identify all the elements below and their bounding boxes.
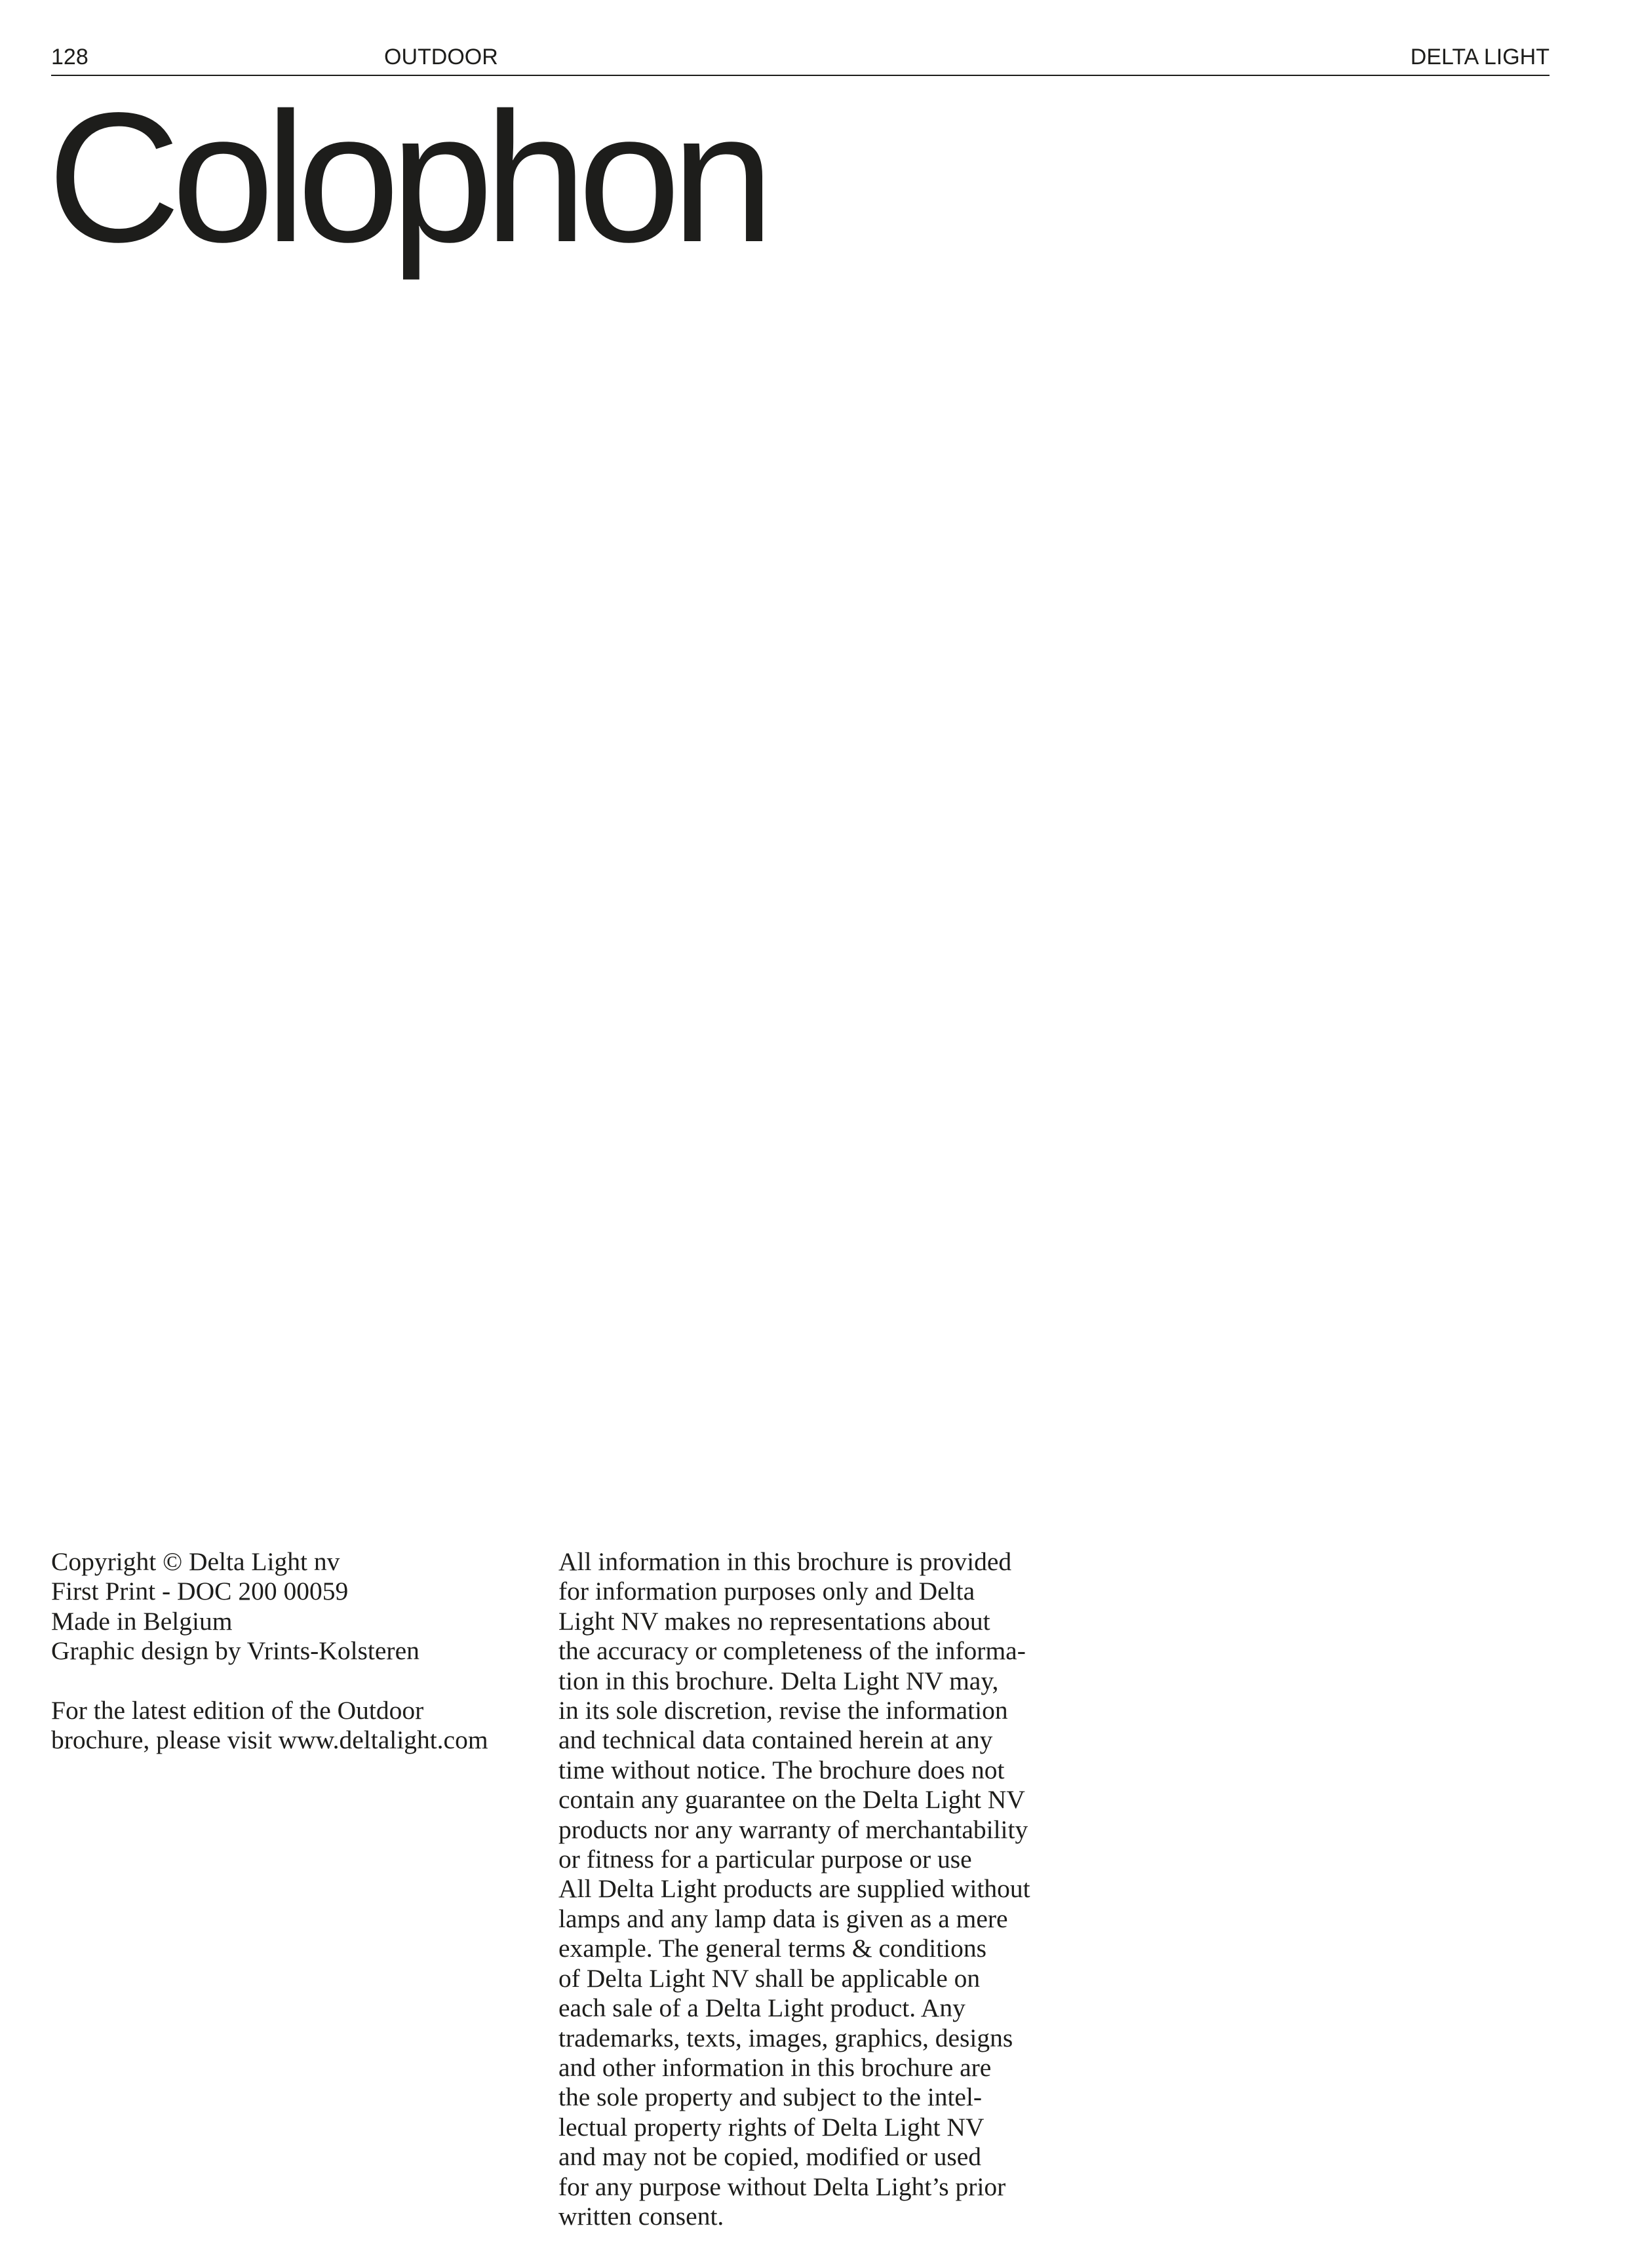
disclaimer-line: products nor any warranty of merchantability xyxy=(558,1815,1028,1844)
disclaimer-line: for any purpose without Delta Light’s prior xyxy=(558,2172,1006,2201)
disclaimer-line: lamps and any lamp data is given as a mere xyxy=(558,1904,1008,1933)
latest-edition-line: For the latest edition of the Outdoor xyxy=(51,1696,424,1725)
disclaimer-line: time without notice. The brochure does not xyxy=(558,1755,1005,1784)
paragraph-gap xyxy=(51,1666,549,1696)
disclaimer-line: All information in this brochure is provided xyxy=(558,1547,1012,1576)
disclaimer-line: All Delta Light products are supplied without xyxy=(558,1874,1030,1904)
disclaimer-block xyxy=(558,1547,1070,2231)
disclaimer-line: in its sole discretion, revise the information xyxy=(558,1696,1008,1725)
disclaimer-line: and other information in this brochure are xyxy=(558,2052,992,2082)
brand-name: DELTA LIGHT xyxy=(1410,45,1550,69)
section-name: OUTDOOR xyxy=(384,45,498,69)
disclaimer-line: or fitness for a particular purpose or use xyxy=(558,1845,972,1874)
disclaimer-line: contain any guarantee on the Delta Light NV xyxy=(558,1785,1025,1815)
disclaimer-line: Light NV makes no representations about xyxy=(558,1606,990,1636)
disclaimer-line: and may not be copied, modified or used xyxy=(558,2142,981,2172)
running-header xyxy=(51,42,1550,76)
disclaimer-line: lectual property rights of Delta Light NV xyxy=(558,2112,985,2142)
disclaimer-line: the accuracy or completeness of the informa- xyxy=(558,1636,1026,1666)
website-line: brochure, please visit www.deltalight.com xyxy=(51,1725,488,1755)
origin-line: Made in Belgium xyxy=(51,1606,233,1636)
disclaimer-line: tion in this brochure. Delta Light NV may, xyxy=(558,1666,999,1695)
disclaimer-line: trademarks, texts, images, graphics, designs xyxy=(558,2023,1013,2052)
copyright-line: Copyright © Delta Light nv xyxy=(51,1547,340,1576)
page-number: 128 xyxy=(51,45,88,69)
disclaimer-line: each sale of a Delta Light product. Any xyxy=(558,1993,965,2023)
disclaimer-line: and technical data contained herein at any xyxy=(558,1725,993,1755)
print-reference-line: First Print - DOC 200 00059 xyxy=(51,1577,349,1606)
page-title: Colophon xyxy=(47,74,766,280)
disclaimer-line: example. The general terms & conditions xyxy=(558,1934,987,1963)
disclaimer-line: written consent. xyxy=(558,2201,724,2231)
disclaimer-line: of Delta Light NV shall be applicable on xyxy=(558,1963,981,1993)
credits-block xyxy=(51,1547,549,1756)
design-credit-line: Graphic design by Vrints-Kolsteren xyxy=(51,1636,419,1666)
disclaimer-line: the sole property and subject to the intel- xyxy=(558,2083,983,2112)
disclaimer-line: for information purposes only and Delta xyxy=(558,1577,975,1606)
